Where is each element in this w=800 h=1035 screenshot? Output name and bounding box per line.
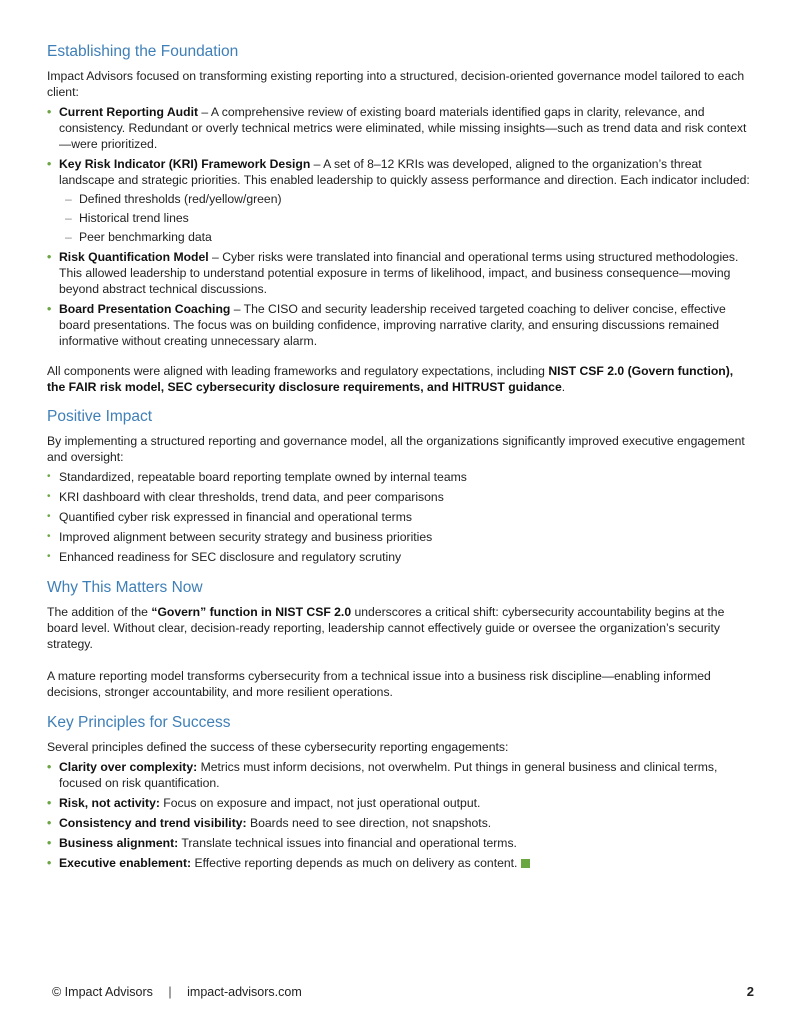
list-item: • KRI dashboard with clear thresholds, trend data, and peer comparisons (47, 489, 753, 505)
impact-list (47, 469, 753, 565)
list-item (47, 815, 753, 831)
item-text: Boards need to see direction, not snapshots. (246, 816, 492, 830)
document-page (47, 42, 753, 871)
section-intro: Several principles defined the success of these cybersecurity reporting engagements: (47, 740, 509, 754)
item-title: Clarity over complexity: (59, 760, 198, 774)
closing-end: . (561, 380, 566, 394)
list-item: • Standardized, repeatable board reporting template owned by internal teams (47, 469, 753, 485)
section-heading: Positive Impact (47, 408, 153, 425)
p1-emphasis: “Govern” function in NIST CSF 2.0 (151, 605, 352, 619)
page-footer (52, 984, 754, 1000)
p1-text-end: underscores a critical shift: cybersecurity accountability begins at the board level. Without clear, decision-ready reporting, leadership cannot effectively guide or oversee the organization’s security strategy. (47, 605, 725, 651)
end-of-article-icon (521, 859, 530, 868)
footer-website-link[interactable]: impact-advisors.com (187, 985, 302, 999)
sublist-item: – Historical trend lines (59, 210, 753, 226)
kri-sublist (59, 191, 753, 245)
list-item: • Quantified cyber risk expressed in financial and operational terms (47, 509, 753, 525)
list-item (47, 301, 753, 349)
section-intro: By implementing a structured reporting and governance model, all the organizations significantly improved executive engagement and oversight: (47, 434, 745, 464)
list-item (47, 759, 753, 791)
item-text: – The CISO and security leadership received targeted coaching to deliver concise, effective board presentations. The focus was on building confidence, improving narrative clarity, and ensuring discussions remained informative without creating unnecessary alarm. (59, 302, 726, 348)
section-foundation (47, 42, 753, 395)
item-text: Translate technical issues into financial and operational terms. (178, 836, 517, 850)
list-item (47, 835, 753, 851)
why-paragraph-1 (47, 604, 753, 652)
closing-text: All components were aligned with leading frameworks and regulatory expectations, including (47, 364, 549, 378)
item-text: Focus on exposure and impact, not just operational output. (159, 796, 481, 810)
item-title: Risk Quantification Model (59, 250, 209, 264)
item-text: – A comprehensive review of existing board materials identified gaps in clarity, relevance, and consistency. Redundant or overly technical metrics were eliminated, while missing insights—such as trend data and risk context—were prioritized. (59, 105, 747, 151)
section-closing (47, 363, 753, 395)
section-heading: Key Principles for Success (47, 714, 231, 731)
p1-text: The addition of the (47, 605, 152, 619)
footer-separator: | (168, 985, 172, 999)
list-item (47, 104, 753, 152)
sublist-item: – Peer benchmarking data (59, 229, 753, 245)
item-text: Metrics must inform decisions, not overwhelm. Put things in general business and clinical terms, focused on risk quantification. (59, 760, 718, 790)
list-item (47, 795, 753, 811)
item-title: Key Risk Indicator (KRI) Framework Design (59, 157, 311, 171)
section-intro: Impact Advisors focused on transforming existing reporting into a structured, decision-oriented governance model tailored to each client: (47, 69, 745, 99)
foundation-list (47, 104, 753, 349)
section-why (47, 578, 753, 700)
item-text: – Cyber risks were translated into financial and operational terms using structured methodologies. This allowed leadership to understand potential exposure in terms of likelihood, impact, and business consequence—moving beyond abstract technical discussions. (59, 250, 739, 296)
list-item (47, 156, 753, 245)
list-item (47, 249, 753, 297)
item-title: Consistency and trend visibility: (59, 816, 247, 830)
list-item: • Improved alignment between security strategy and business priorities (47, 529, 753, 545)
list-item (47, 855, 753, 871)
item-title: Board Presentation Coaching (59, 302, 231, 316)
item-title: Risk, not activity: (59, 796, 160, 810)
footer-copyright: © Impact Advisors (52, 985, 153, 999)
page-number: 2 (746, 984, 754, 999)
sublist-item: – Defined thresholds (red/yellow/green) (59, 191, 753, 207)
why-paragraph-2: A mature reporting model transforms cybersecurity from a technical issue into a business risk discipline—enabling informed decisions, stronger accountability, and more resilient operations. (47, 669, 711, 699)
item-text: Effective reporting depends as much on delivery as content. (191, 856, 518, 870)
item-text: – A set of 8–12 KRIs was developed, aligned to the organization’s threat landscape and strategic priorities. This enabled leadership to quickly assess performance and direction. Each indicator included: (59, 157, 750, 187)
section-heading: Establishing the Foundation (47, 43, 239, 60)
item-title: Current Reporting Audit (59, 105, 199, 119)
section-impact (47, 407, 753, 565)
closing-frameworks: NIST CSF 2.0 (Govern function), the FAIR risk model, SEC cybersecurity disclosure requirements, and HITRUST guidance (47, 364, 734, 394)
section-heading: Why This Matters Now (47, 579, 203, 596)
item-title: Executive enablement: (59, 856, 192, 870)
list-item: • Enhanced readiness for SEC disclosure and regulatory scrutiny (47, 549, 753, 565)
principles-list (47, 759, 753, 871)
item-title: Business alignment: (59, 836, 179, 850)
section-principles (47, 713, 753, 871)
